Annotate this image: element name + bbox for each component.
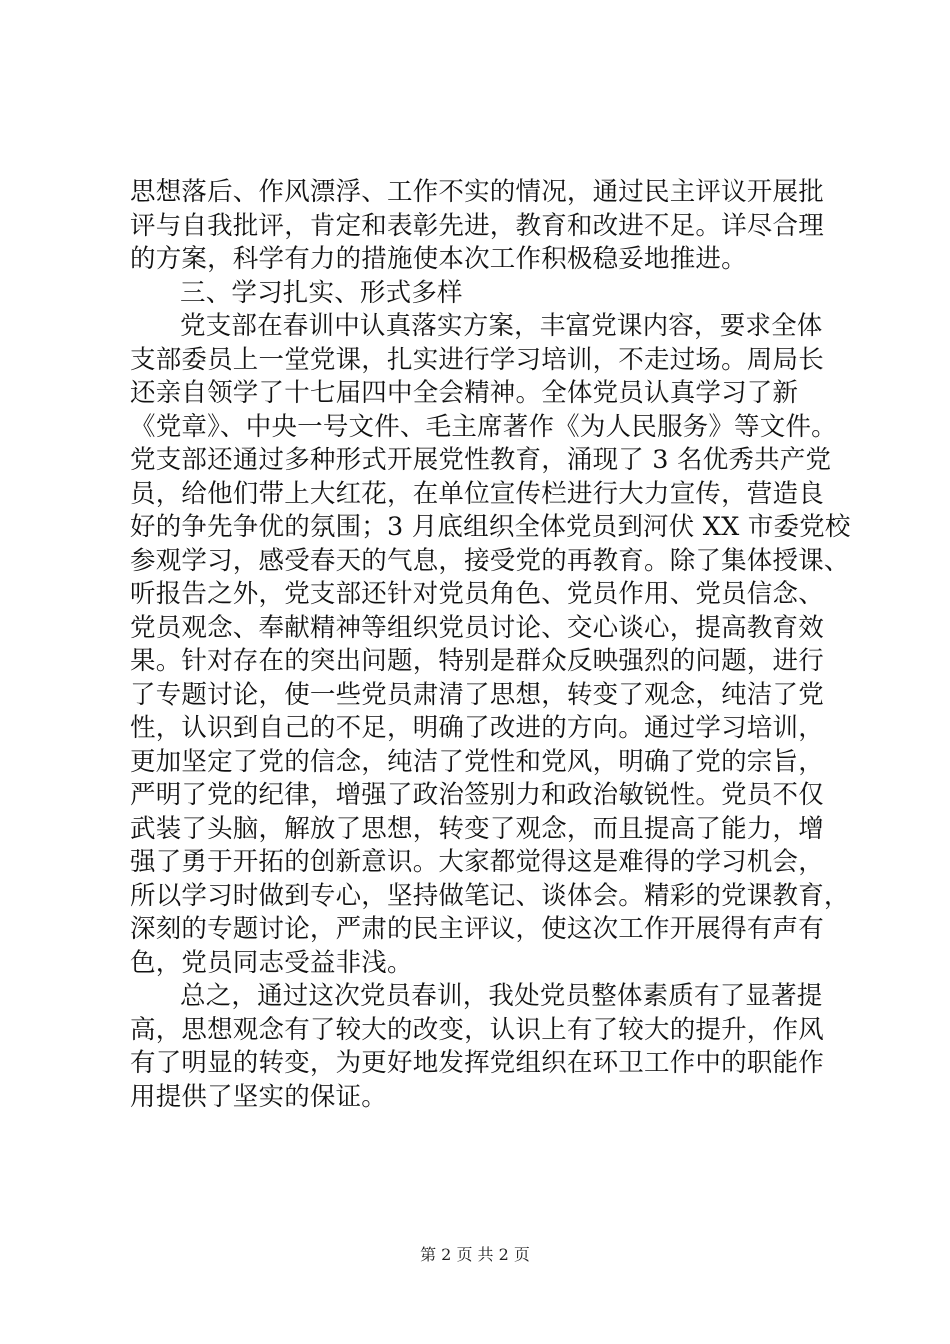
text-line: 了专题讨论，使一些党员肃清了思想，转变了观念，纯洁了党 [130, 679, 824, 710]
text-line: 所以学习时做到专心，坚持做笔记、谈体会。精彩的党课教育， [130, 880, 850, 911]
text-line: 用提供了坚实的保证。 [130, 1081, 388, 1112]
text-line: 的方案，科学有力的措施使本次工作积极稳妥地推进。 [130, 244, 747, 274]
text-line: 严明了党的纪律，增强了政治签别力和政治敏锐性。党员不仅 [130, 780, 824, 810]
text-line: 听报告之外，党支部还针对党员角色、党员作用、党员信念、 [130, 579, 824, 609]
text-line: 强了勇于开拓的创新意识。大家都觉得这是难得的学习机会， [130, 847, 824, 877]
text-line: 好的争先争优的氛围；3 月底组织全体党员到河伏 XX 市委党校 [130, 512, 851, 542]
text-line: 高，思想观念有了较大的改变，认识上有了较大的提升，作风 [130, 1014, 824, 1045]
text-line: 支部委员上一堂党课，扎实进行学习培训，不走过场。周局长 [130, 344, 824, 375]
document-body [130, 176, 851, 1114]
text-line: 参观学习，感受春天的气息，接受党的再教育。除了集体授课、 [130, 545, 850, 576]
text-line: 党支部还通过多种形式开展党性教育，涌现了 3 名优秀共产党 [130, 445, 832, 475]
text-line: 思想落后、作风漂浮、工作不实的情况，通过民主评议开展批 [130, 177, 824, 207]
text-line: 党员观念、奉献精神等组织党员讨论、交心谈心，提高教育效 [130, 612, 824, 643]
text-line: 色，党员同志受益非浅。 [130, 947, 413, 978]
text-line: 深刻的专题讨论，严肃的民主评议，使这次工作开展得有声有 [130, 914, 824, 944]
page-number-footer: 第 2 页 共 2 页 [420, 1245, 530, 1264]
text-line: 还亲自领学了十七届四中全会精神。全体党员认真学习了新 [130, 378, 799, 408]
text-line: 有了明显的转变，为更好地发挥党组织在环卫工作中的职能作 [130, 1048, 824, 1078]
text-line: 性，认识到自己的不足，明确了改进的方向。通过学习培训， [130, 713, 824, 743]
text-line: 果。针对存在的突出问题，特别是群众反映强烈的问题，进行 [130, 646, 824, 676]
text-line: 武装了头脑，解放了思想，转变了观念，而且提高了能力，增 [130, 813, 824, 844]
text-line: 总之，通过这次党员春训，我处党员整体素质有了显著提 [180, 981, 823, 1011]
text-line: 更加坚定了党的信念，纯洁了党性和党风，明确了党的宗旨， [130, 746, 824, 777]
text-line: 《党章》、中央一号文件、毛主席著作《为人民服务》等文件。 [130, 411, 837, 442]
text-line: 党支部在春训中认真落实方案，丰富党课内容，要求全体 [180, 311, 823, 341]
section-heading: 三、学习扎实、形式多样 [180, 277, 463, 308]
text-line: 员，给他们带上大红花，在单位宣传栏进行大力宣传，营造良 [130, 478, 824, 509]
text-line: 评与自我批评，肯定和表彰先进，教育和改进不足。详尽合理 [130, 210, 824, 241]
